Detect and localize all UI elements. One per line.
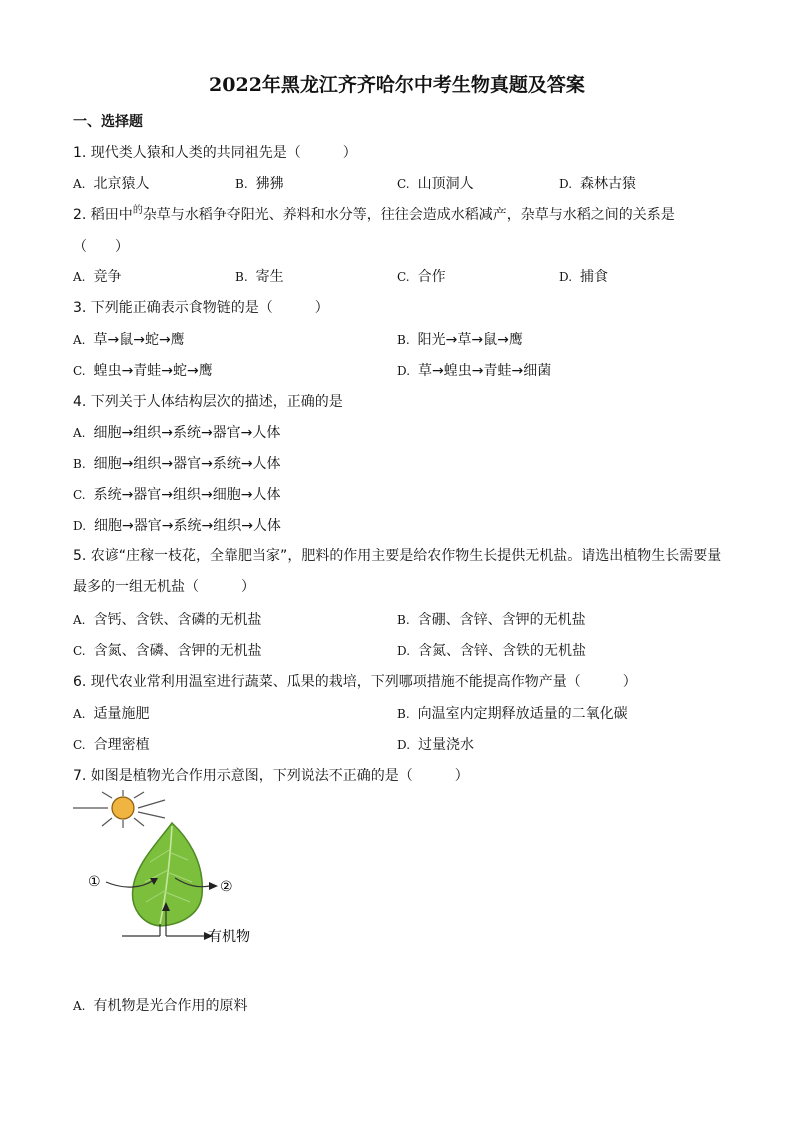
label-1: ① xyxy=(88,874,101,890)
question-5: 5. 农谚“庄稼一枝花，全靠肥当家”，肥料的作用主要是给农作物生长提供无机盐。请选出植物生长需要量最多的一组无机盐（ ） xyxy=(73,548,722,595)
section-heading: 一、选择题 xyxy=(73,114,143,130)
sun-icon xyxy=(73,790,165,828)
q3-option-b[interactable]: B. 阳光→草→鼠→鹰 xyxy=(397,332,523,348)
q3-option-a[interactable]: A. 草→鼠→蛇→鹰 xyxy=(73,332,185,348)
q3-option-d[interactable]: D. 草→蝗虫→青蛙→细菌 xyxy=(397,363,552,379)
q4-option-c[interactable]: C. 系统→器官→组织→细胞→人体 xyxy=(73,487,281,503)
question-1: 1. 现代类人猿和人类的共同祖先是（ ） xyxy=(73,145,357,161)
question-3: 3. 下列能正确表示食物链的是（ ） xyxy=(73,300,329,316)
q1-option-b[interactable]: B. 狒狒 xyxy=(235,176,284,192)
q3-option-c[interactable]: C. 蝗虫→青蛙→蛇→鹰 xyxy=(73,363,213,379)
q4-option-a[interactable]: A. 细胞→组织→系统→器官→人体 xyxy=(73,425,281,441)
q6-option-a[interactable]: A. 适量施肥 xyxy=(73,706,150,722)
q5-option-c[interactable]: C. 含氮、含磷、含钾的无机盐 xyxy=(73,643,262,659)
page-title: 2022年黑龙江齐齐哈尔中考生物真题及答案 xyxy=(209,74,585,96)
q4-option-d[interactable]: D. 细胞→器官→系统→组织→人体 xyxy=(73,518,281,534)
q2-option-b[interactable]: B. 寄生 xyxy=(235,269,284,285)
question-4: 4. 下列关于人体结构层次的描述，正确的是 xyxy=(73,394,343,410)
label-organic-matter: 有机物 xyxy=(208,929,250,945)
question-2: 2. 稻田中$^的$杂草与水稻争夺阳光、养料和水分等，往往会造成水稻减产，杂草与水稻之间的关系是（ ） xyxy=(73,205,675,255)
q7-option-a[interactable]: A. 有机物是光合作用的原料 xyxy=(73,998,248,1014)
q6-option-d[interactable]: D. 过量浇水 xyxy=(397,737,475,753)
q2-option-a[interactable]: A. 竞争 xyxy=(73,269,122,285)
q2-option-d[interactable]: D. 捕食 xyxy=(559,269,609,285)
q5-option-b[interactable]: B. 含硼、含锌、含钾的无机盐 xyxy=(397,612,586,628)
q5-option-a[interactable]: A. 含钙、含铁、含磷的无机盐 xyxy=(73,612,262,628)
q6-option-b[interactable]: B. 向温室内定期释放适量的二氧化碳 xyxy=(397,706,628,722)
photosynthesis-diagram xyxy=(70,790,270,950)
q1-option-c[interactable]: C. 山顶洞人 xyxy=(397,176,474,192)
q1-option-a[interactable]: A. 北京猿人 xyxy=(73,176,150,192)
q4-option-b[interactable]: B. 细胞→组织→器官→系统→人体 xyxy=(73,456,281,472)
q1-option-d[interactable]: D. 森林古猿 xyxy=(559,176,637,192)
q6-option-c[interactable]: C. 合理密植 xyxy=(73,737,150,753)
q5-option-d[interactable]: D. 含氮、含锌、含铁的无机盐 xyxy=(397,643,587,659)
question-7: 7. 如图是植物光合作用示意图，下列说法不正确的是（ ） xyxy=(73,768,469,784)
q2-option-c[interactable]: C. 合作 xyxy=(397,269,446,285)
question-6: 6. 现代农业常利用温室进行蔬菜、瓜果的栽培，下列哪项措施不能提高作物产量（ ） xyxy=(73,674,637,690)
label-2: ② xyxy=(220,879,233,895)
